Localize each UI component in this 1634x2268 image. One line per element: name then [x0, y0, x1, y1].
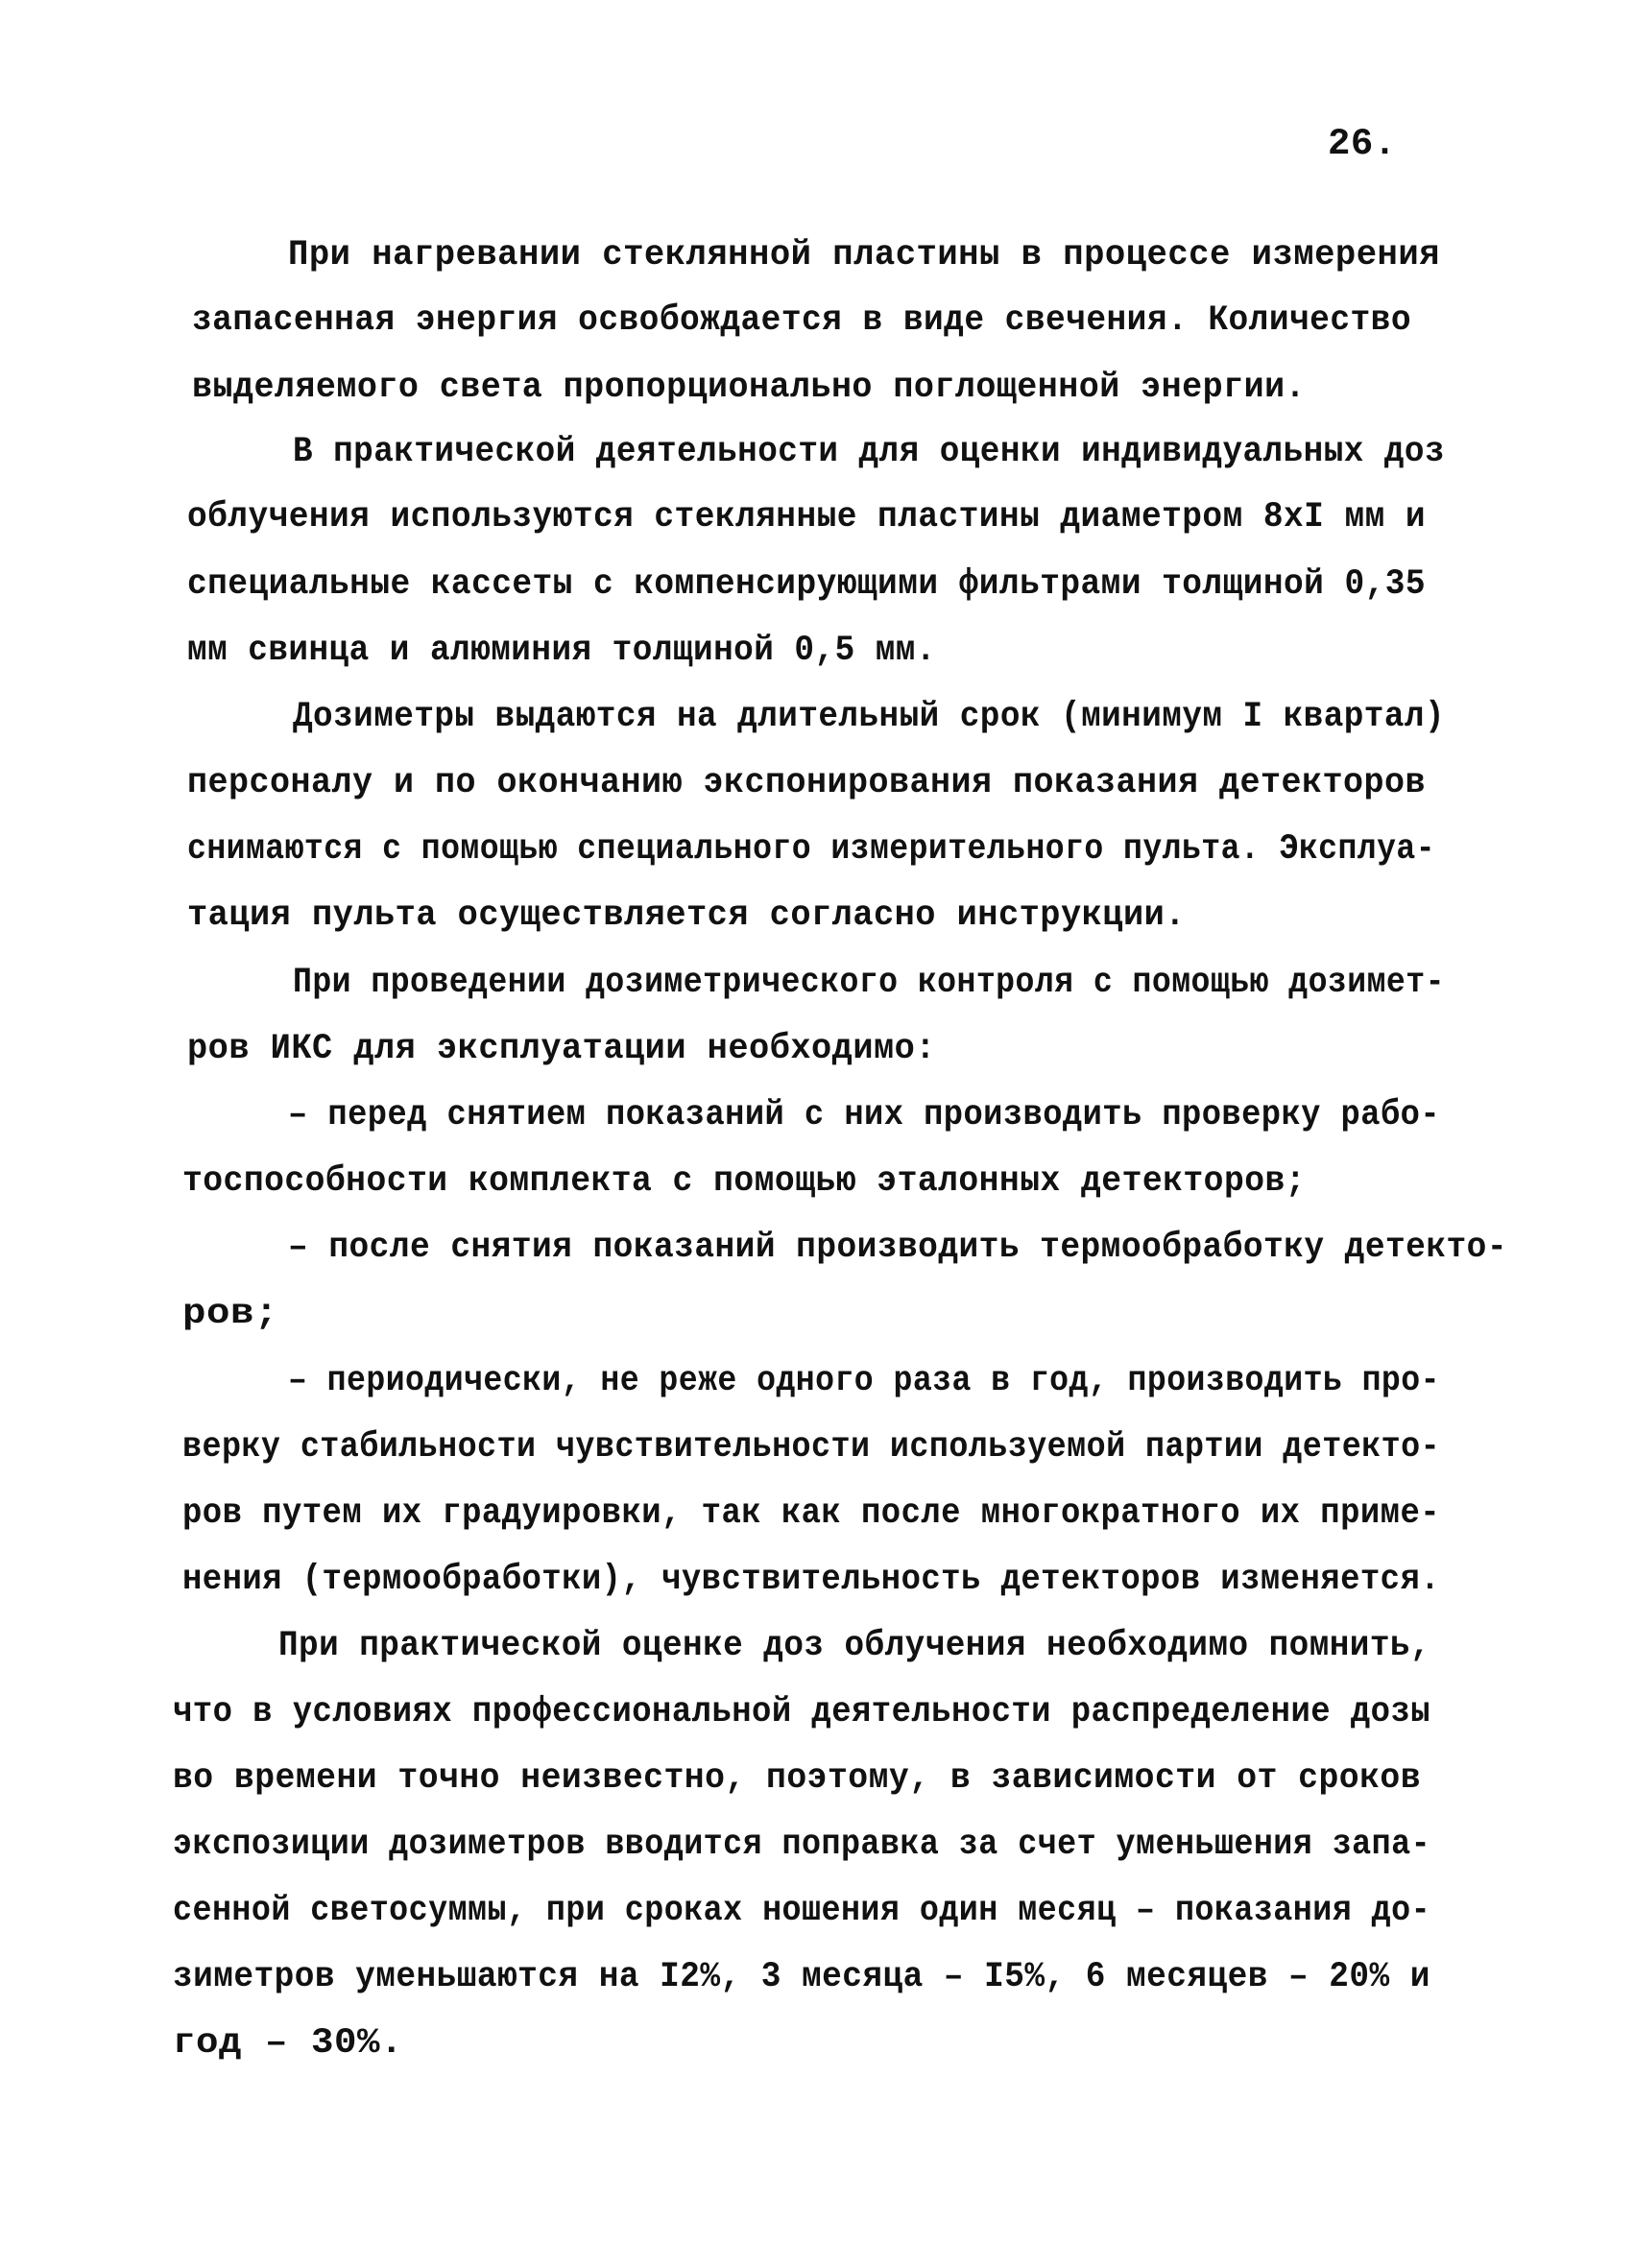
text-line-27: зиметров уменьшаются на I2%, 3 месяца – I5%, 6 месяцев – 20% и	[173, 1957, 1430, 1997]
text-line-12: При проведении дозиметрического контроля с помощью дозимет-	[293, 963, 1445, 1003]
text-line-28: год – 30%.	[173, 2023, 404, 2064]
text-line-16: – после снятия показаний производить термообработку детекто-	[288, 1228, 1507, 1268]
text-line-14: – перед снятием показаний с них производить проверку рабо-	[288, 1095, 1441, 1135]
text-line-6: специальные кассеты с компенсирующими фильтрами толщиной 0,35	[187, 564, 1427, 605]
text-line-19: верку стабильности чувствительности используемой партии детекто-	[182, 1427, 1441, 1468]
text-line-17: ров;	[182, 1294, 279, 1334]
text-line-26: сенной светосуммы, при сроках ношения один месяц – показания до-	[173, 1891, 1431, 1931]
text-line-21: нения (термообработки), чувствительность детекторов изменяется.	[182, 1560, 1441, 1600]
text-line-1: При нагревании стеклянной пластины в процессе измерения	[288, 235, 1441, 275]
text-line-15: тоспособности комплекта с помощью эталонных детекторов;	[182, 1161, 1307, 1202]
text-line-13: ров ИКС для эксплуатации необходимо:	[187, 1029, 936, 1069]
text-line-8: Дозиметры выдаются на длительный срок (минимум I квартал)	[293, 697, 1446, 737]
text-line-11: тация пульта осуществляется согласно инструкции.	[187, 895, 1186, 936]
page-number: 26.	[1328, 123, 1397, 165]
text-line-18: – периодически, не реже одного раза в год, производить про-	[288, 1361, 1440, 1401]
text-line-22: При практической оценке доз облучения необходимо помнить,	[278, 1626, 1431, 1666]
text-line-23: что в условиях профессиональной деятельности распределение дозы	[173, 1692, 1431, 1732]
text-line-3: выделяемого света пропорционально поглощенной энергии.	[192, 368, 1307, 408]
text-line-7: мм свинца и алюминия толщиной 0,5 мм.	[187, 631, 936, 671]
text-line-25: экспозиции дозиметров вводится поправка за счет уменьшения запа-	[173, 1825, 1431, 1865]
text-line-20: ров путем их градуировки, так как после многократного их приме-	[182, 1493, 1441, 1534]
text-line-5: облучения используются стеклянные пластины диаметром 8xI мм и	[187, 497, 1427, 537]
text-line-4: В практической деятельности для оценки индивидуальных доз	[293, 432, 1446, 472]
text-line-10: снимаются с помощью специального измерительного пульта. Эксплуа-	[187, 829, 1436, 870]
text-line-9: персоналу и по окончанию экспонирования показания детекторов	[187, 763, 1427, 803]
text-line-2: запасенная энергия освобождается в виде свечения. Количество	[192, 300, 1411, 341]
text-line-24: во времени точно неизвестно, поэтому, в зависимости от сроков	[173, 1758, 1422, 1799]
